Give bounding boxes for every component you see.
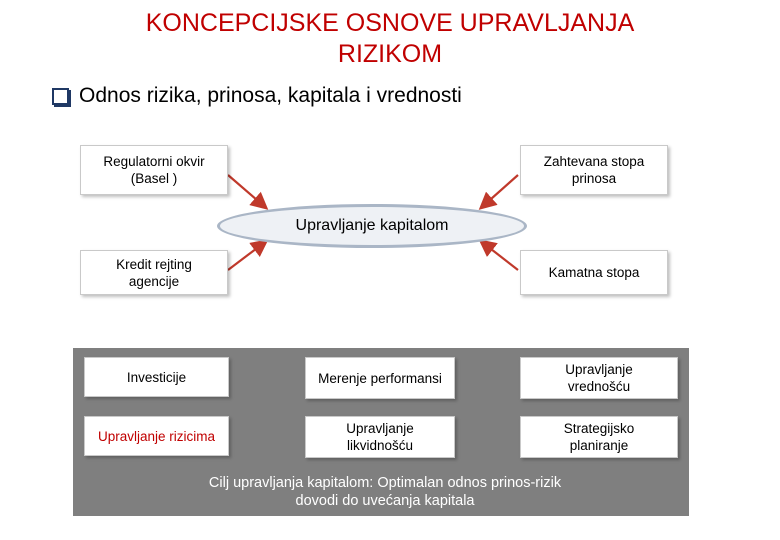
value-line-2: vrednošću (567, 379, 631, 394)
goal-statement (140, 474, 630, 510)
interest-rate-label: Kamatna stopa (548, 265, 640, 280)
goal-line-1: Cilj upravljanja kapitalom: Optimalan odnos prinos-rizik (208, 475, 562, 491)
regulatory-line-1: Regulatorni okvir (103, 154, 205, 169)
strategic-planning-box (520, 416, 678, 458)
required-return-line-1: Zahtevana stopa (543, 154, 645, 169)
title-line-2: RIZIKOM (337, 40, 443, 68)
investments-label: Investicije (126, 369, 187, 385)
liquidity-line-1: Upravljanje (346, 421, 414, 436)
regulatory-line-2: (Basel ) (130, 171, 178, 186)
performance-label: Merenje performansi (318, 370, 442, 386)
arrow-bottom-right (482, 242, 518, 270)
investments-box (84, 357, 229, 397)
required-return-line-2: prinosa (571, 171, 617, 186)
arrow-top-left (228, 175, 265, 207)
interest-rate-box (520, 250, 668, 295)
arrow-bottom-left (228, 242, 265, 270)
rating-agencies-box (80, 250, 228, 295)
risk-management-box (84, 416, 229, 456)
liquidity-line-2: likvidnošću (346, 438, 413, 453)
liquidity-management-box (305, 416, 455, 458)
title-line-1: KONCEPCIJSKE OSNOVE UPRAVLJANJA (145, 9, 635, 37)
performance-measurement-box (305, 357, 455, 399)
capital-management-label: Upravljanje kapitalom (295, 217, 449, 234)
strategic-line-1: Strategijsko (563, 421, 635, 436)
risk-management-label: Upravljanje rizicima (97, 428, 216, 444)
subtitle-text: Odnos rizika, prinosa, kapitala i vrednosti (79, 84, 462, 107)
capital-management-node (217, 204, 527, 248)
value-management-box (520, 357, 678, 399)
rating-line-2: agencije (128, 273, 180, 289)
strategic-line-2: planiranje (569, 438, 629, 453)
regulatory-framework-box (80, 145, 228, 195)
value-line-1: Upravljanje (565, 362, 633, 377)
goal-line-2: dovodi do uvećanja kapitala (295, 493, 475, 509)
rating-line-1: Kredit rejting (116, 256, 192, 272)
required-return-box (520, 145, 668, 195)
arrow-top-right (482, 175, 518, 207)
